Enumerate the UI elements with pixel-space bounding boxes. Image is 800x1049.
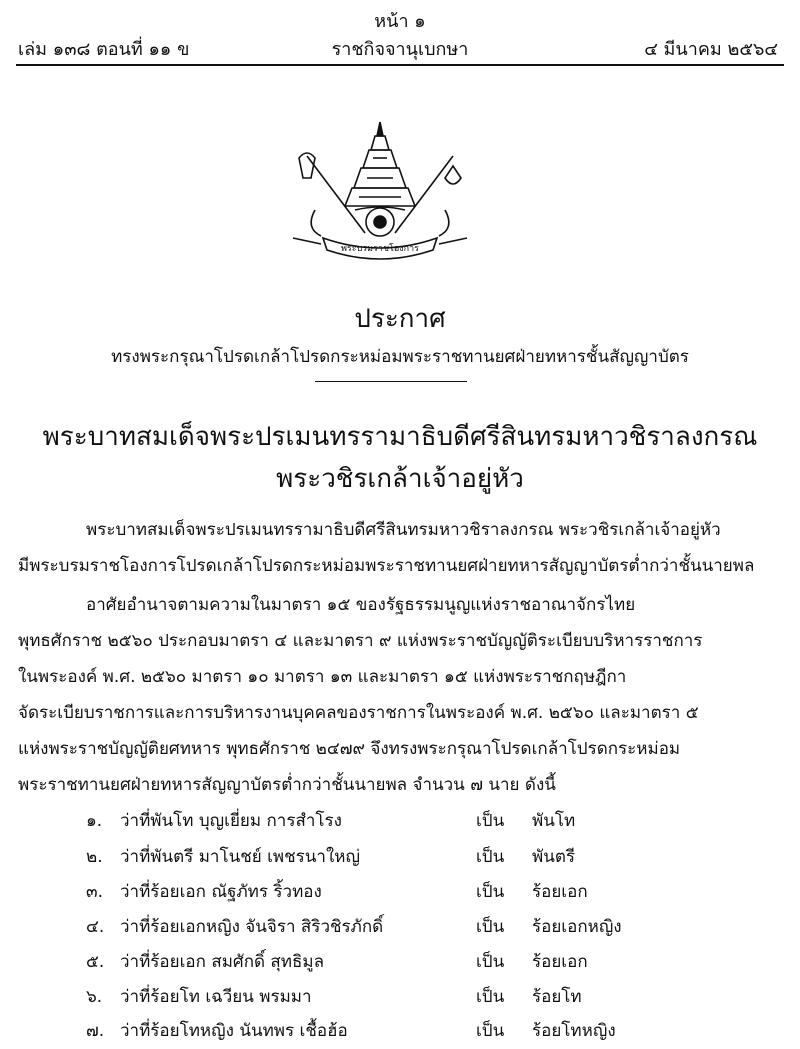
list-item-be: เป็น — [476, 917, 505, 937]
list-item-rank: ร้อยเอกหญิง — [532, 917, 622, 937]
publication-name: ราชกิจจานุเบกษา — [331, 39, 469, 60]
list-item-name: ว่าที่ร้อยเอก ณัฐภัทร ริ้วทอง — [120, 882, 322, 902]
announcement-subtitle: ทรงพระกรุณาโปรดเกล้าโปรดกระหม่อมพระราชทานยศฝ่ายทหารชั้นสัญญาบัตร — [111, 347, 689, 367]
paragraph-line: แห่งพระราชบัญญัติยศทหาร พุทธศักราช ๒๔๗๙ จึงทรงพระกรุณาโปรดเกล้าโปรดกระหม่อม — [18, 739, 681, 759]
list-item-be: เป็น — [476, 847, 505, 867]
royal-emblem — [285, 118, 475, 263]
list-item-be: เป็น — [476, 952, 505, 972]
publication-date: ๔ มีนาคม ๒๕๖๔ — [644, 39, 778, 60]
title-divider — [315, 381, 467, 382]
paragraph-line: ในพระองค์ พ.ศ. ๒๕๖๐ มาตรา ๑๐ มาตรา ๑๓ และมาตรา ๑๕ แห่งพระราชกฤษฎีกา — [18, 667, 627, 687]
paragraph-line: พระราชทานยศฝ่ายทหารสัญญาบัตรต่ำกว่าชั้นนายพล จำนวน ๗ นาย ดังนี้ — [18, 775, 556, 795]
list-item-name: ว่าที่พันโท บุญเยี่ยม การสำโรง — [120, 811, 342, 831]
list-item-rank: ร้อยเอก — [532, 882, 588, 902]
list-item-name: ว่าที่ร้อยโทหญิง นันทพร เชื้อฮ้อ — [120, 1021, 348, 1041]
header-rule — [16, 64, 784, 66]
list-item-number: ๗. — [86, 1021, 105, 1041]
list-item-be: เป็น — [476, 1021, 505, 1041]
list-item-number: ๕. — [86, 952, 105, 972]
list-item-be: เป็น — [476, 987, 505, 1007]
list-item-rank: ร้อยเอก — [532, 952, 588, 972]
list-item-number: ๓. — [86, 882, 104, 902]
royal-crown-icon — [285, 118, 475, 263]
list-item-number: ๖. — [86, 987, 103, 1007]
list-item-be: เป็น — [476, 882, 505, 902]
page-number: หน้า ๑ — [374, 11, 426, 32]
list-item-number: ๑. — [86, 811, 103, 831]
list-item-name: ว่าที่พันตรี มาโนชย์ เพชรนาใหญ่ — [120, 847, 360, 867]
paragraph-line: มีพระบรมราชโองการโปรดเกล้าโปรดกระหม่อมพระราชทานยศฝ่ายทหารสัญญาบัตรต่ำกว่าชั้นนายพล — [18, 556, 755, 576]
king-name-line-2: พระวชิรเกล้าเจ้าอยู่หัว — [276, 464, 524, 494]
seal-text: พระบรมราชโองการ — [340, 244, 420, 254]
list-item-name: ว่าที่ร้อยเอก สมศักดิ์ สุทธิมูล — [120, 952, 325, 972]
list-item-number: ๔. — [86, 917, 105, 937]
list-item-rank: พันโท — [532, 811, 576, 831]
list-item-number: ๒. — [86, 847, 103, 867]
paragraph-line: พระบาทสมเด็จพระปรเมนทรรามาธิบดีศรีสินทรมหาวชิราลงกรณ พระวชิรเกล้าเจ้าอยู่หัว — [86, 520, 721, 540]
paragraph-line: จัดระเบียบราชการและการบริหารงานบุคคลของราชการในพระองค์ พ.ศ. ๒๕๖๐ และมาตรา ๕ — [18, 703, 699, 723]
volume-info: เล่ม ๑๓๘ ตอนที่ ๑๑ ข — [18, 39, 190, 60]
list-item-name: ว่าที่ร้อยเอกหญิง จันจิรา สิริวชิรภักดิ์ — [120, 917, 384, 937]
list-item-rank: ร้อยโทหญิง — [532, 1021, 616, 1041]
list-item-be: เป็น — [476, 811, 505, 831]
list-item-rank: ร้อยโท — [532, 987, 582, 1007]
announcement-title: ประกาศ — [354, 304, 446, 334]
paragraph-line: อาศัยอำนาจตามความในมาตรา ๑๕ ของรัฐธรรมนูญแห่งราชอาณาจักรไทย — [86, 595, 636, 615]
list-item-rank: พันตรี — [532, 847, 575, 867]
king-name-line-1: พระบาทสมเด็จพระปรเมนทรรามาธิบดีศรีสินทรมหาวชิราลงกรณ — [42, 422, 758, 452]
paragraph-line: พุทธศักราช ๒๕๖๐ ประกอบมาตรา ๔ และมาตรา ๙ แห่งพระราชบัญญัติระเบียบบริหารราชการ — [18, 631, 703, 651]
list-item-name: ว่าที่ร้อยโท เฉวียน พรมมา — [120, 987, 312, 1007]
